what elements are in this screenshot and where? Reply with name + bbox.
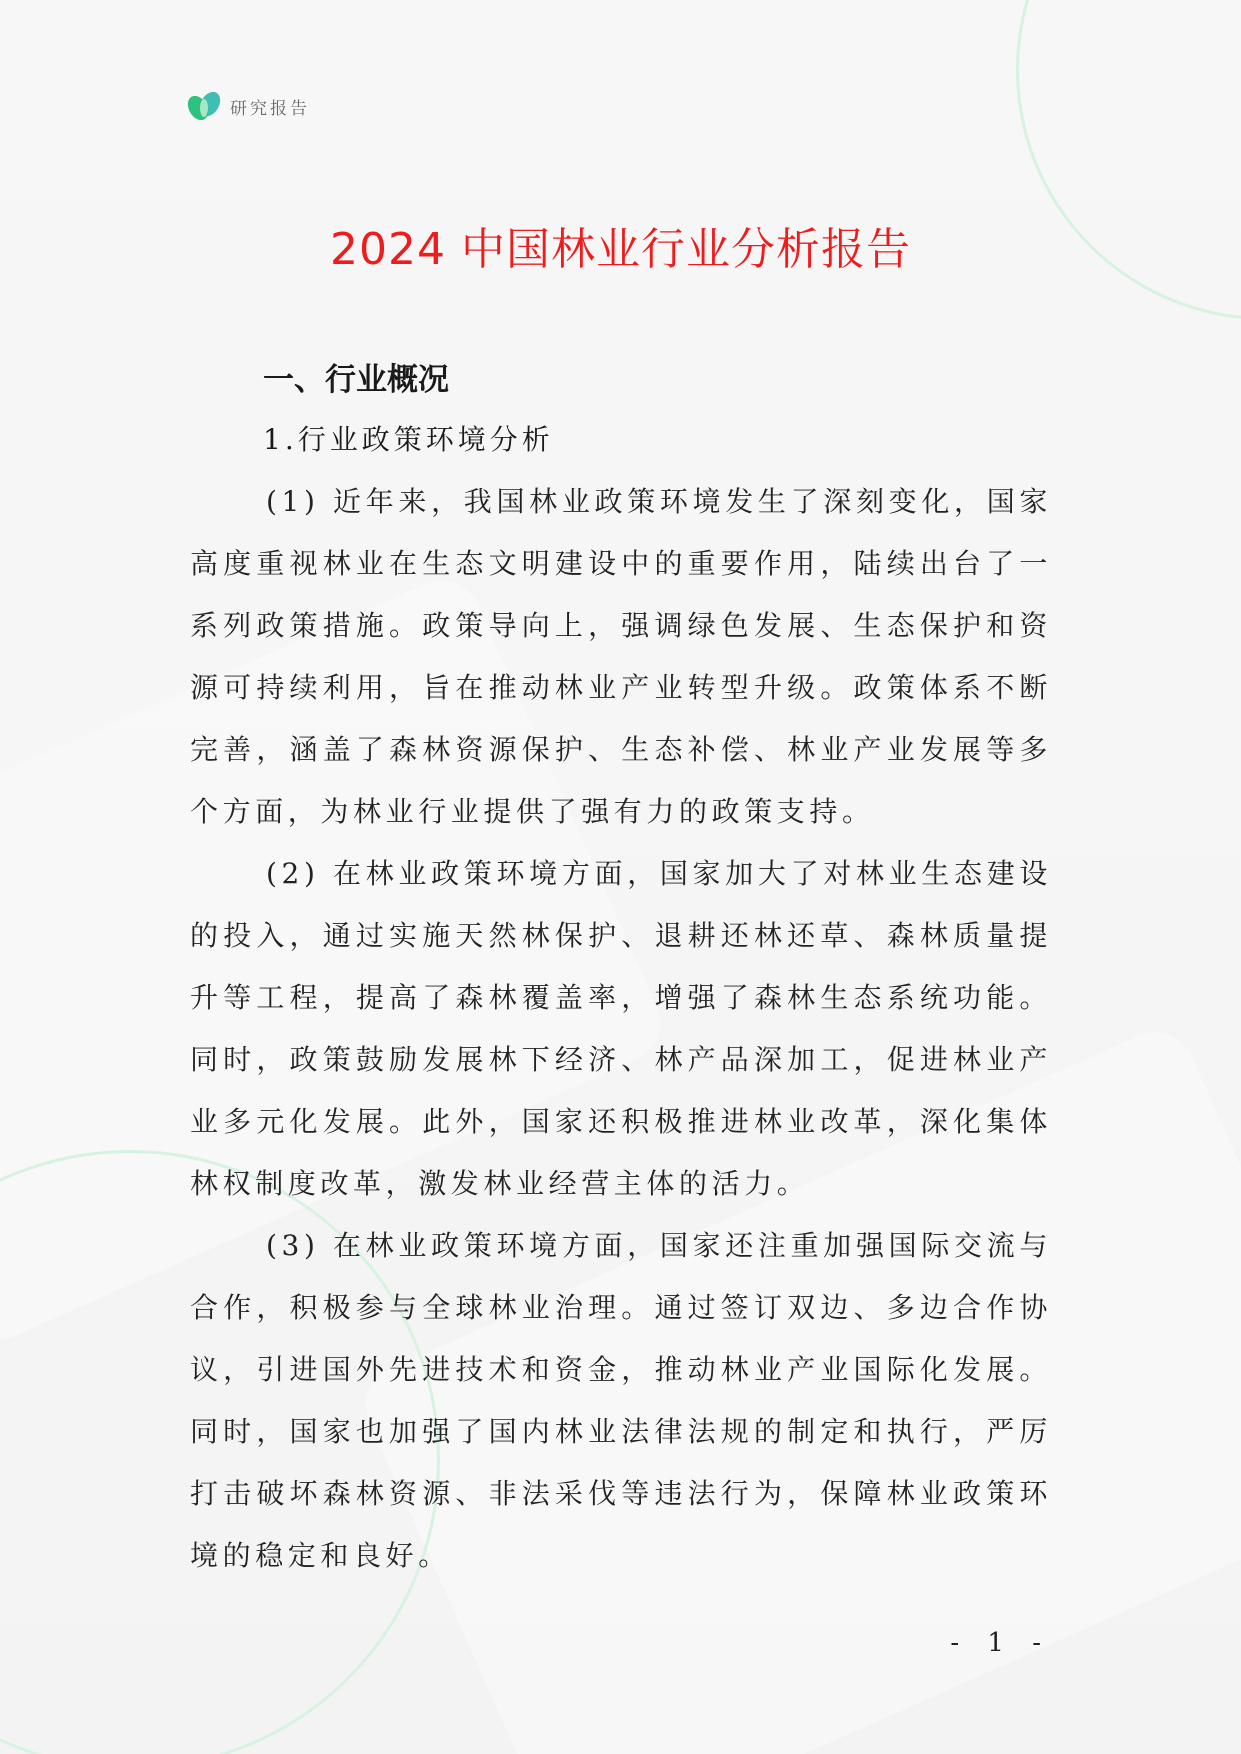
paragraph: (3) 在林业政策环境方面，国家还注重加强国际交流与合作，积极参与全球林业治理。通过签订双边、多边合作协议，引进国外先进技术和资金，推动林业产业国际化发展。同时，国家也加强了国内林业法律法规的制定和执行，严厉打击破坏森林资源、非法采伐等违法行为，保障林业政策环境的稳定和良好。 [190, 1229, 1052, 1572]
header-label: 研究报告 [230, 98, 310, 119]
report-title: 2024 中国林业行业分析报告 [330, 224, 911, 275]
green-leaf-logo-icon [186, 88, 222, 124]
page-number: - 1 - [950, 1628, 1051, 1658]
body-text [190, 471, 1052, 1587]
section-heading: 一、行业概况 [263, 362, 449, 398]
paragraph: (1) 近年来，我国林业政策环境发生了深刻变化，国家高度重视林业在生态文明建设中的重要作用，陆续出台了一系列政策措施。政策导向上，强调绿色发展、生态保护和资源可持续利用，旨在推动林业产业转型升级。政策体系不断完善，涵盖了森林资源保护、生态补偿、林业产业发展等多个方面，为林业行业提供了强有力的政策支持。 [190, 485, 1052, 828]
subsection-heading: 1.行业政策环境分析 [263, 423, 554, 456]
report-header [186, 88, 310, 124]
paragraph: (2) 在林业政策环境方面，国家加大了对林业生态建设的投入，通过实施天然林保护、退耕还林还草、森林质量提升等工程，提高了森林覆盖率，增强了森林生态系统功能。同时，政策鼓励发展林下经济、林产品深加工，促进林业产业多元化发展。此外，国家还积极推进林业改革，深化集体林权制度改革，激发林业经营主体的活力。 [190, 857, 1052, 1200]
